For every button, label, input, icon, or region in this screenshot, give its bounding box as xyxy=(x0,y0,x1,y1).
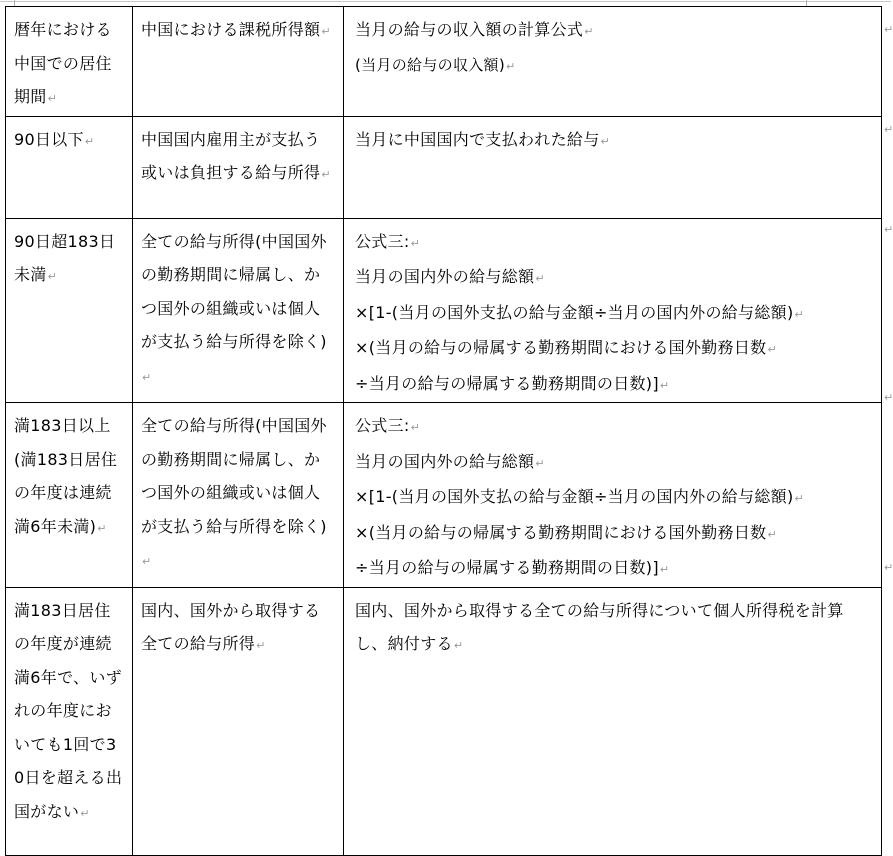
paragraph-mark-icon: ↵ xyxy=(584,25,594,38)
paragraph-mark-icon: ↵ xyxy=(142,555,152,568)
paragraph-mark-icon: ↵ xyxy=(794,307,805,321)
header-text: 中国における課税所得額 xyxy=(141,20,321,39)
paragraph-mark-icon: ↵ xyxy=(535,456,545,470)
table-row xyxy=(6,403,882,588)
tax-calculation-table xyxy=(5,6,882,856)
header-line: (当月の給与の収入額)↵ xyxy=(355,55,516,74)
table-header-row xyxy=(6,7,882,117)
header-cell-formula xyxy=(344,7,882,117)
paragraph-mark-icon: ↵ xyxy=(80,806,90,820)
paragraph-mark-icon: ↵ xyxy=(506,59,516,73)
paragraph-mark-icon: ↵ xyxy=(767,527,777,541)
formula-line: 当月に中国国内で支払われた給与↵ xyxy=(355,129,611,149)
formula-line: ×(当月の給与の帰属する勤務期間における国外勤務日数↵ xyxy=(355,522,777,542)
taxable-income-cell: 国内、国外から取得する全ての給与所得↵ xyxy=(133,587,344,855)
formula-line: ÷当月の給与の帰属する勤務期間の日数)]↵ xyxy=(355,558,670,577)
taxable-income-cell: 全ての給与所得(中国国外の勤務期間に帰属し、かつ国外の組織或いは個人が支払う給与所得を除く)↵ xyxy=(133,218,344,403)
header-line: 当月の給与の収入額の計算公式↵ xyxy=(355,20,594,39)
formula-cell xyxy=(344,403,882,588)
page-top-rule xyxy=(0,1,891,2)
taxable-income-cell: 全ての給与所得(中国国外の勤務期間に帰属し、かつ国外の組織或いは個人が支払う給与所得を除く)↵ xyxy=(133,403,344,588)
paragraph-mark-icon: ↵ xyxy=(600,134,611,148)
header-text: 暦年における中国での居住期間 xyxy=(14,20,112,106)
formula-line: ×(当月の給与の帰属する勤務期間における国外勤務日数↵ xyxy=(355,338,777,357)
taxable-income-cell: 中国国内雇用主が支払う或いは負担する給与所得↵ xyxy=(133,116,344,218)
paragraph-mark-icon: ↵ xyxy=(453,639,464,652)
paragraph-mark-icon: ↵ xyxy=(142,370,152,384)
formula-line: ×[1-(当月の国外支払の給与金額÷当月の国内外の給与総額)↵ xyxy=(355,302,805,322)
residence-period-cell: 満183日以上(満183日居住の年度は連続満6年未満)↵ xyxy=(6,403,133,588)
paragraph-mark-icon: ↵ xyxy=(410,236,421,250)
formula-line: ×[1-(当月の国外支払の給与金額÷当月の国内外の給与総額)↵ xyxy=(355,487,805,506)
paragraph-mark-icon: ↵ xyxy=(767,343,777,356)
paragraph-mark-icon: ↵ xyxy=(659,563,670,576)
formula-cell xyxy=(344,218,882,403)
table-row xyxy=(6,116,882,218)
header-cell-residence-period xyxy=(6,7,133,117)
paragraph-mark-icon: ↵ xyxy=(535,272,545,285)
row-end-mark-icon: ↵ xyxy=(884,391,893,404)
row-end-mark-icon: ↵ xyxy=(884,123,893,136)
table-row xyxy=(6,587,882,855)
paragraph-mark-icon: ↵ xyxy=(794,492,805,505)
table-row xyxy=(6,218,882,403)
row-end-mark-icon: ↵ xyxy=(884,223,893,236)
formula-cell: 国内、国外から取得する全ての給与所得について個人所得税を計算し、納付する↵ xyxy=(344,587,882,855)
paragraph-mark-icon: ↵ xyxy=(659,378,670,392)
residence-period-cell: 90日以下↵ xyxy=(6,116,133,218)
formula-line: 当月の国内外の給与総額↵ xyxy=(355,267,545,286)
row-end-mark-icon: ↵ xyxy=(884,561,893,574)
paragraph-mark-icon: ↵ xyxy=(256,639,266,652)
residence-period-cell: 満183日居住の年度が連続満6年で、いずれの年度においても1回で30日を超える出国がない↵ xyxy=(6,587,133,855)
paragraph-mark-icon: ↵ xyxy=(84,134,95,148)
row-end-mark-icon: ↵ xyxy=(884,23,893,36)
header-cell-taxable-income xyxy=(133,7,344,117)
paragraph-mark-icon: ↵ xyxy=(97,521,107,535)
residence-period-cell: 90日超183日未満↵ xyxy=(6,218,133,403)
formula-line: 公式三:↵ xyxy=(355,231,421,251)
paragraph-mark-icon: ↵ xyxy=(47,92,58,105)
formula-cell xyxy=(344,116,882,218)
paragraph-mark-icon: ↵ xyxy=(321,25,331,38)
formula-line: 当月の国内外の給与総額↵ xyxy=(355,451,545,471)
paragraph-mark-icon: ↵ xyxy=(410,421,421,434)
paragraph-mark-icon: ↵ xyxy=(321,168,331,181)
formula-line: 公式三:↵ xyxy=(355,416,421,435)
paragraph-mark-icon: ↵ xyxy=(47,270,58,283)
formula-line: ÷当月の給与の帰属する勤務期間の日数)]↵ xyxy=(355,373,670,393)
